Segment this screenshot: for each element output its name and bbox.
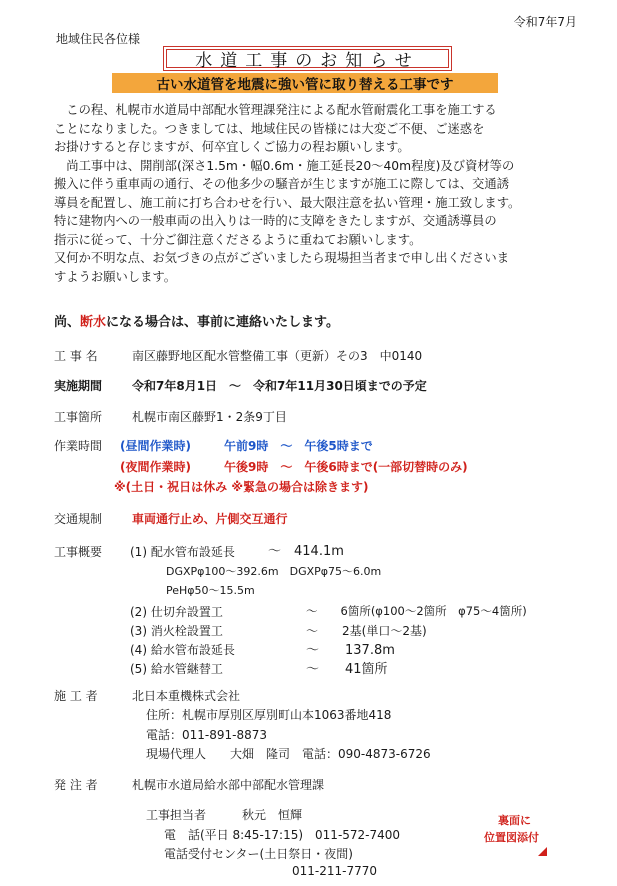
overview-item-name: (1) 配水管布設延長 <box>130 545 235 559</box>
body-line: すようお願いします。 <box>54 269 176 284</box>
contractor-address: 住所：札幌市厚別区厚別町山本1063番地418 <box>146 708 392 722</box>
location-label: 工事箇所 <box>54 410 103 424</box>
hours-label: 作業時間 <box>54 439 103 453</box>
notice-title: 水道工事のお知らせ <box>163 46 452 71</box>
body-line: この程、札幌市水道局中部配水管理課発注による配水管耐震化工事を施工する <box>54 103 497 117</box>
period-label: 実施期間 <box>54 379 103 393</box>
body-line: ことになりました。つきましては、地域住民の皆様には大変ご不便、ご迷惑を <box>54 121 485 136</box>
holiday-note: ※(土日・祝日は休み ※緊急の場合は除きます) <box>114 480 369 494</box>
client-name: 札幌市水道局給水部中部配水管理課 <box>132 778 325 792</box>
body-line: 又何か不明な点、お気づきの点がございましたら現場担当者まで申し出くださいま <box>54 251 509 265</box>
pipe-detail-2: PeHφ50～15.5m <box>166 584 255 597</box>
period-value: 令和7年8月1日 ～ 令和7年11月30日頃までの予定 <box>132 379 427 393</box>
body-line: 導員を配置し、施工前に打ち合わせを行い、最大限注意を払い管理・施工致します。 <box>54 195 521 210</box>
contractor-label: 施 工 者 <box>54 689 98 703</box>
location-value: 札幌市南区藤野1・2条9丁目 <box>132 410 287 424</box>
overview-item-value: ～ 137.8m <box>306 643 395 658</box>
traffic-label: 交通規制 <box>54 512 103 526</box>
call-center: 電話受付センター(土日祭日・夜間) <box>164 847 353 861</box>
call-center-phone: 011-211-7770 <box>292 864 378 878</box>
side-note-line1: 裏面に <box>498 814 531 827</box>
notice-highlight: 断水 <box>80 315 107 330</box>
body-line: 指示に従って、十分ご御注意くださるように重ねてお願いします。 <box>54 232 422 247</box>
arrow-icon <box>536 846 548 858</box>
day-work-label: (昼間作業時) <box>120 439 191 453</box>
overview-item-name: (2) 仕切弁設置工 <box>130 605 223 619</box>
pipe-detail-1: DGXPφ100～392.6m DGXPφ75～6.0m <box>166 565 382 578</box>
client-label: 発 注 者 <box>54 778 98 792</box>
construction-name-value: 南区藤野地区配水管整備工事（更新）その3 中0140 <box>132 349 423 363</box>
notice-suffix: になる場合は、事前に連絡いたします。 <box>106 315 339 330</box>
body-line: 特に建物内への一般車両の出入りは一時的に支障をきたしますが、交通誘導員の <box>54 214 497 228</box>
overview-item-value: ～ 41箇所 <box>306 662 388 677</box>
contractor-phone: 電話：011-891-8873 <box>146 728 268 742</box>
body-line: 搬入に伴う重車両の通行、その他多少の騒音が生じますが施工に際しては、交通誘 <box>54 177 509 191</box>
construction-name-label: 工 事 名 <box>54 349 98 363</box>
overview-label: 工事概要 <box>54 545 103 559</box>
notice-prefix: 尚、 <box>54 315 81 330</box>
body-text <box>54 101 574 286</box>
traffic-value: 車両通行止め、片側交互通行 <box>132 512 288 526</box>
addressee: 地域住民各位様 <box>56 32 141 46</box>
issue-date: 令和7年7月 <box>513 15 577 29</box>
overview-item-name: (5) 給水管継替工 <box>130 662 223 676</box>
water-outage-notice <box>54 311 339 330</box>
client-staff: 工事担当者 秋元 恒輝 <box>146 808 303 822</box>
night-work-time: 午後9時 ～ 午後6時まで(一部切替時のみ) <box>224 460 468 474</box>
contractor-name: 北日本重機株式会社 <box>132 689 241 703</box>
notice-subtitle: 古い水道管を地震に強い管に取り替える工事です <box>112 73 498 93</box>
side-note-line2: 位置図添付 <box>484 831 539 844</box>
site-agent: 現場代理人 大畑 隆司 電話：090-4873-6726 <box>146 747 431 761</box>
client-phone: 電 話(平日 8:45-17:15) 011-572-7400 <box>164 828 401 842</box>
overview-item-name: (4) 給水管布設延長 <box>130 643 235 657</box>
overview-item-value: ～ 6箇所(φ100～2箇所 φ75～4箇所) <box>306 604 527 618</box>
night-work-label: (夜間作業時) <box>120 460 191 474</box>
day-work-time: 午前9時 ～ 午後5時まで <box>224 439 373 453</box>
overview-item-value: ～ 414.1m <box>268 544 344 559</box>
body-line: お掛けすると存じますが、何卒宜しくご協力の程お願いします。 <box>54 140 410 154</box>
overview-item-value: ～ 2基(単口～2基) <box>306 624 427 638</box>
body-line: 尚工事中は、開削部(深さ1.5m・幅0.6m・施工延長20～40m程度)及び資材等の <box>54 158 515 173</box>
overview-item-name: (3) 消火栓設置工 <box>130 624 223 638</box>
